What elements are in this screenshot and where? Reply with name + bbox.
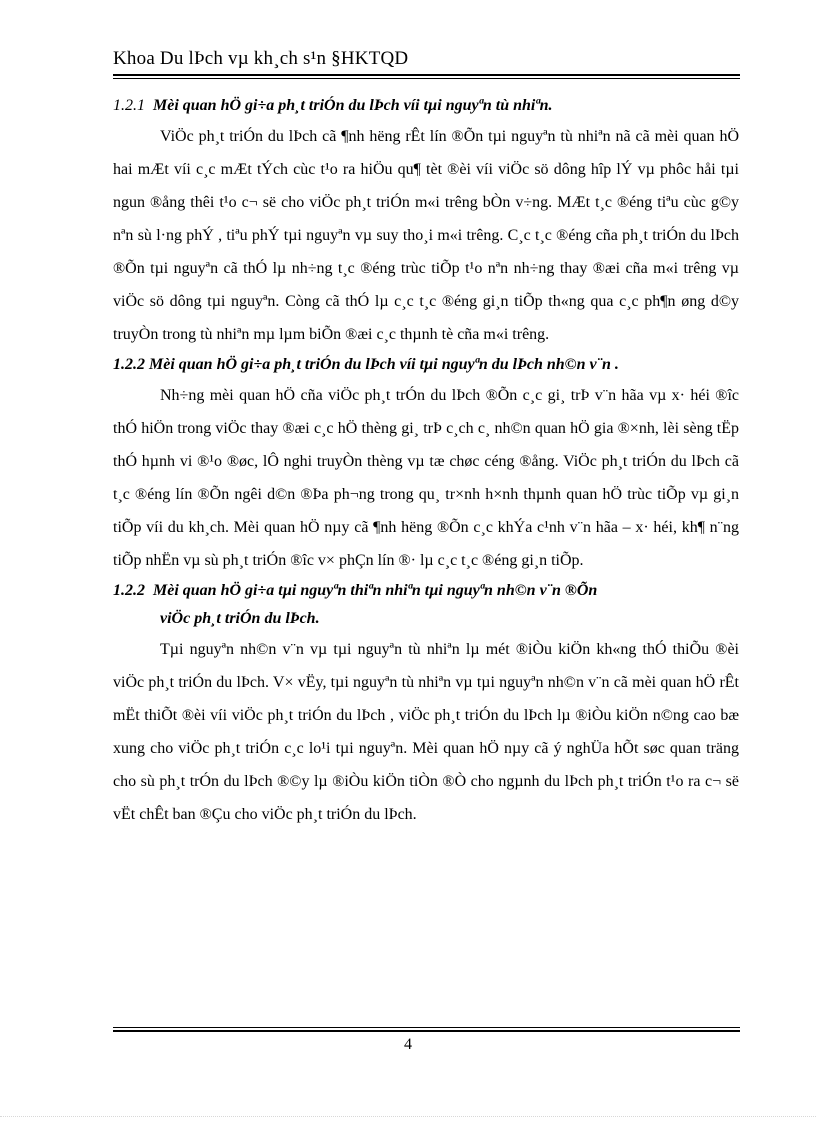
- section-paragraph: Nh÷ng mèi quan hÖ cña viÖc ph¸t trÓn du lÞch ®Õn c¸c gi¸ trÞ v¨n hãa vµ x· héi ®îc thÓ hiÖn trong viÖc thay ®æi c¸c hÖ thèng gi¸ trÞ c¸ch c¸ nh©n quan hÖ gia ®×nh, lèi sèng tËp thÓ hµnh vi ®¹o ®øc, lÔ nghi truyÒn thèng vµ tæ chøc céng ®ång. ViÖc ph¸t triÓn du lÞch cã t¸c ®éng lín ®Õn ngêi d©n ®Þa ph¬ng trong qu¸ tr×nh h×nh thµnh quan hÖ trùc tiÕp vµ gi¸n tiÕp víi du kh¸ch. Mèi quan hÖ nµy cã ¶nh hëng ®Õn c¸c khÝa c¹nh v¨n hãa – x· héi, kh¶ n¨ng tiÕp nhËn vµ sù ph¸t triÓn ®îc v× phÇn lín ®· lµ c¸c t¸c ®éng gi¸n tiÕp.: [113, 387, 739, 569]
- page-edge-divider: [0, 1116, 816, 1118]
- section-heading-text-line1: Mèi quan hÖ gi÷a tµi nguyªn thiªn nhiªn tµi nguyªn nh©n v¨n ®Õn: [153, 582, 598, 599]
- section-heading-text: Mèi quan hÖ gi÷a ph¸t triÓn du lÞch víi tµi nguyªn tù nhiªn.: [153, 97, 553, 114]
- document-body: [113, 92, 739, 831]
- section-paragraph: ViÖc ph¸t triÓn du lÞch cã ¶nh hëng rÊt lín ®Õn tµi nguyªn tù nhiªn nã cã mèi quan hÖ hai mÆt víi c¸c mÆt tÝch cùc t¹o ra hiÖu qu¶ tèt ®èi víi viÖc sö dông hîp lÝ vµ phôc håi tµi ngun ®ång thêi t¹o c¬ së cho viÖc ph¸t triÓn m«i trêng bÒn v÷ng. MÆt t¸c ®éng tiªu cùc g©y nªn sù l·ng phÝ , tiªu phÝ tµi nguyªn vµ suy tho¸i m«i trêng. C¸c t¸c ®éng cña ph¸t triÓn du lÞch ®Õn tµi nguyªn cã thÓ lµ nh÷ng t¸c ®éng trùc tiÕp t¹o nªn nh÷ng thay ®æi cña m«i trêng vµ viÖc sö dông tµi nguyªn. Còng cã thÓ lµ c¸c t¸c ®éng gi¸n tiÕp th«ng qua c¸c ph¶n øng d©y truyÒn trong tù nhiªn mµ lµm biÕn ®æi c¸c thµnh tè cña m«i trêng.: [113, 128, 739, 343]
- footer-rule-thick: [113, 1030, 740, 1032]
- section-heading-text-line2: viÖc ph¸t triÓn du lÞch.: [160, 610, 320, 627]
- header-rule-thin: [113, 78, 740, 79]
- section-heading: [113, 92, 739, 120]
- section-number: 1.2.1: [113, 97, 145, 114]
- section-number: 1.2.2: [113, 582, 145, 599]
- header-title: Khoa Du lÞch vµ kh¸ch s¹n §HKTQD: [113, 48, 409, 69]
- footer-rule-thin: [113, 1027, 740, 1028]
- header-rule-thick: [113, 74, 740, 76]
- section-heading: [113, 577, 739, 633]
- section-heading: [113, 351, 739, 379]
- section-paragraph: Tµi nguyªn nh©n v¨n vµ tµi nguyªn tù nhiªn lµ mét ®iÒu kiÖn kh«ng thÓ thiÕu ®èi viÖc ph¸t triÓn du lÞch. V× vËy, tµi nguyªn tù nhiªn vµ tµi nguyªn nh©n v¨n cã mèi quan hÖ rÊt mËt thiÕt ®èi víi viÖc ph¸t triÓn du lÞch , viÖc ph¸t triÓn du lÞch lµ ®iÒu kiÖn n©ng cao bæ xung cho viÖc ph¸t triÓn c¸c lo¹i tµi nguyªn. Mèi quan hÖ nµy cã ý nghÜa hÕt søc quan träng cho sù ph¸t trÓn du lÞch ®©y lµ ®iÒu kiÖn tiÒn ®Ò cho ngµnh du lÞch ph¸t triÓn t¹o ra c¬ së vËt chÊt ban ®Çu cho viÖc ph¸t triÓn du lÞch.: [113, 641, 739, 823]
- section-heading-text: Mèi quan hÖ gi÷a ph¸t triÓn du lÞch víi tµi nguyªn du lÞch nh©n v¨n .: [149, 356, 619, 373]
- section-number: 1.2.2: [113, 356, 145, 373]
- page-number: 4: [404, 1036, 412, 1053]
